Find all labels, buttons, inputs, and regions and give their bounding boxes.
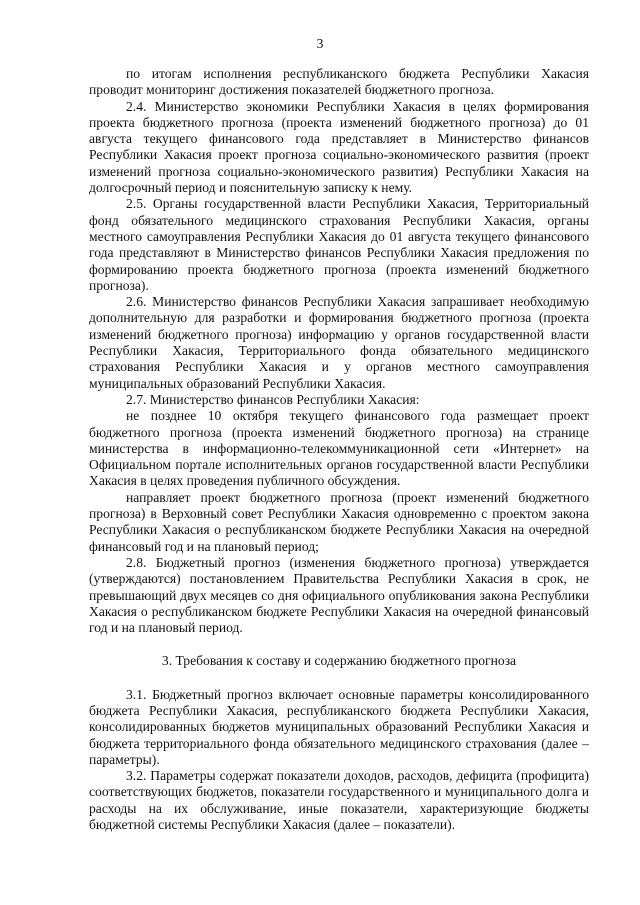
- paragraph-2-8: 2.8. Бюджетный прогноз (изменения бюджетного прогноза) утверждается (утверждаются) постановлением Правительства Республики Хакасия в срок, не превышающий двух месяцев со дня официального опубликования закона Республики Хакасия о республиканском бюджете Республики Хакасия на очередной финансовый год и на плановый период.: [89, 554, 589, 636]
- paragraph-2-5: 2.5. Органы государственной власти Республики Хакасия, Территориальный фонд обязательного медицинского страхования Республики Хакасия, органы местного самоуправления Республики Хакасия до 01 августа текущего финансового года представляют в Министерство финансов Республики Хакасия предложения по формированию проекта бюджетного прогноза (проекта изменений бюджетного прогноза).: [89, 196, 589, 293]
- section-heading: 3. Требования к составу и содержанию бюджетного прогноза: [161, 653, 517, 669]
- paragraph-continuation: по итогам исполнения республиканского бюджета Республики Хакасия проводит мониторинг достижения показателей бюджетного прогноза.: [89, 66, 589, 98]
- paragraph-3-1: 3.1. Бюджетный прогноз включает основные параметры консолидированного бюджета Республики Хакасия, республиканского бюджета Республики Хакасия, консолидированных бюджетов муниципальных образований Республики Хакасия и бюджета территориального фонда обязательного медицинского страхования (далее – параметры).: [89, 686, 589, 767]
- paragraph-2-7-item-2: направляет проект бюджетного прогноза (проект изменений бюджетного прогноза) в Верховный совет Республики Хакасия одновременно с проектом закона Республики Хакасия о республиканском бюджете Республики Хакасия на очередной финансовый год и на плановый период;: [89, 489, 589, 554]
- page-number: 3: [316, 36, 324, 51]
- paragraph-2-7: 2.7. Министерство финансов Республики Хакасия:: [126, 391, 420, 407]
- paragraph-2-6: 2.6. Министерство финансов Республики Хакасия запрашивает необходимую дополнительную для разработки и формирования бюджетного прогноза (проекта изменений бюджетного прогноза) информацию у органов государственной власти Республики Хакасия, Территориального фонда обязательного медицинского страхования Республики Хакасия и у органов местного самоуправления муниципальных образований Республики Хакасия.: [89, 294, 589, 391]
- paragraph-3-2: 3.2. Параметры содержат показатели доходов, расходов, дефицита (профицита) соответствующих бюджетов, показатели государственного и муниципального долга и расходы на их обслуживание, иные показатели, характеризующие бюджеты бюджетной системы Республики Хакасия (далее – показатели).: [89, 768, 589, 833]
- paragraph-2-4: 2.4. Министерство экономики Республики Хакасия в целях формирования проекта бюджетного прогноза (проекта изменений бюджетного прогноза) до 01 августа текущего финансового года представляет в Министерство финансов Республики Хакасия проект прогноза социально-экономического развития (проект изменений прогноза социально-экономического развития) Республики Хакасия на долгосрочный период и пояснительную записку к нему.: [89, 98, 589, 196]
- paragraph-2-7-item-1: не позднее 10 октября текущего финансового года размещает проект бюджетного прогноза (проекта изменений бюджетного прогноза) на странице министерства в информационно-телекоммуникационной сети «Интернет» на Официальном портале исполнительных органов государственной власти Республики Хакасия в целях проведения публичного обсуждения.: [89, 408, 589, 489]
- document-body: [89, 66, 589, 833]
